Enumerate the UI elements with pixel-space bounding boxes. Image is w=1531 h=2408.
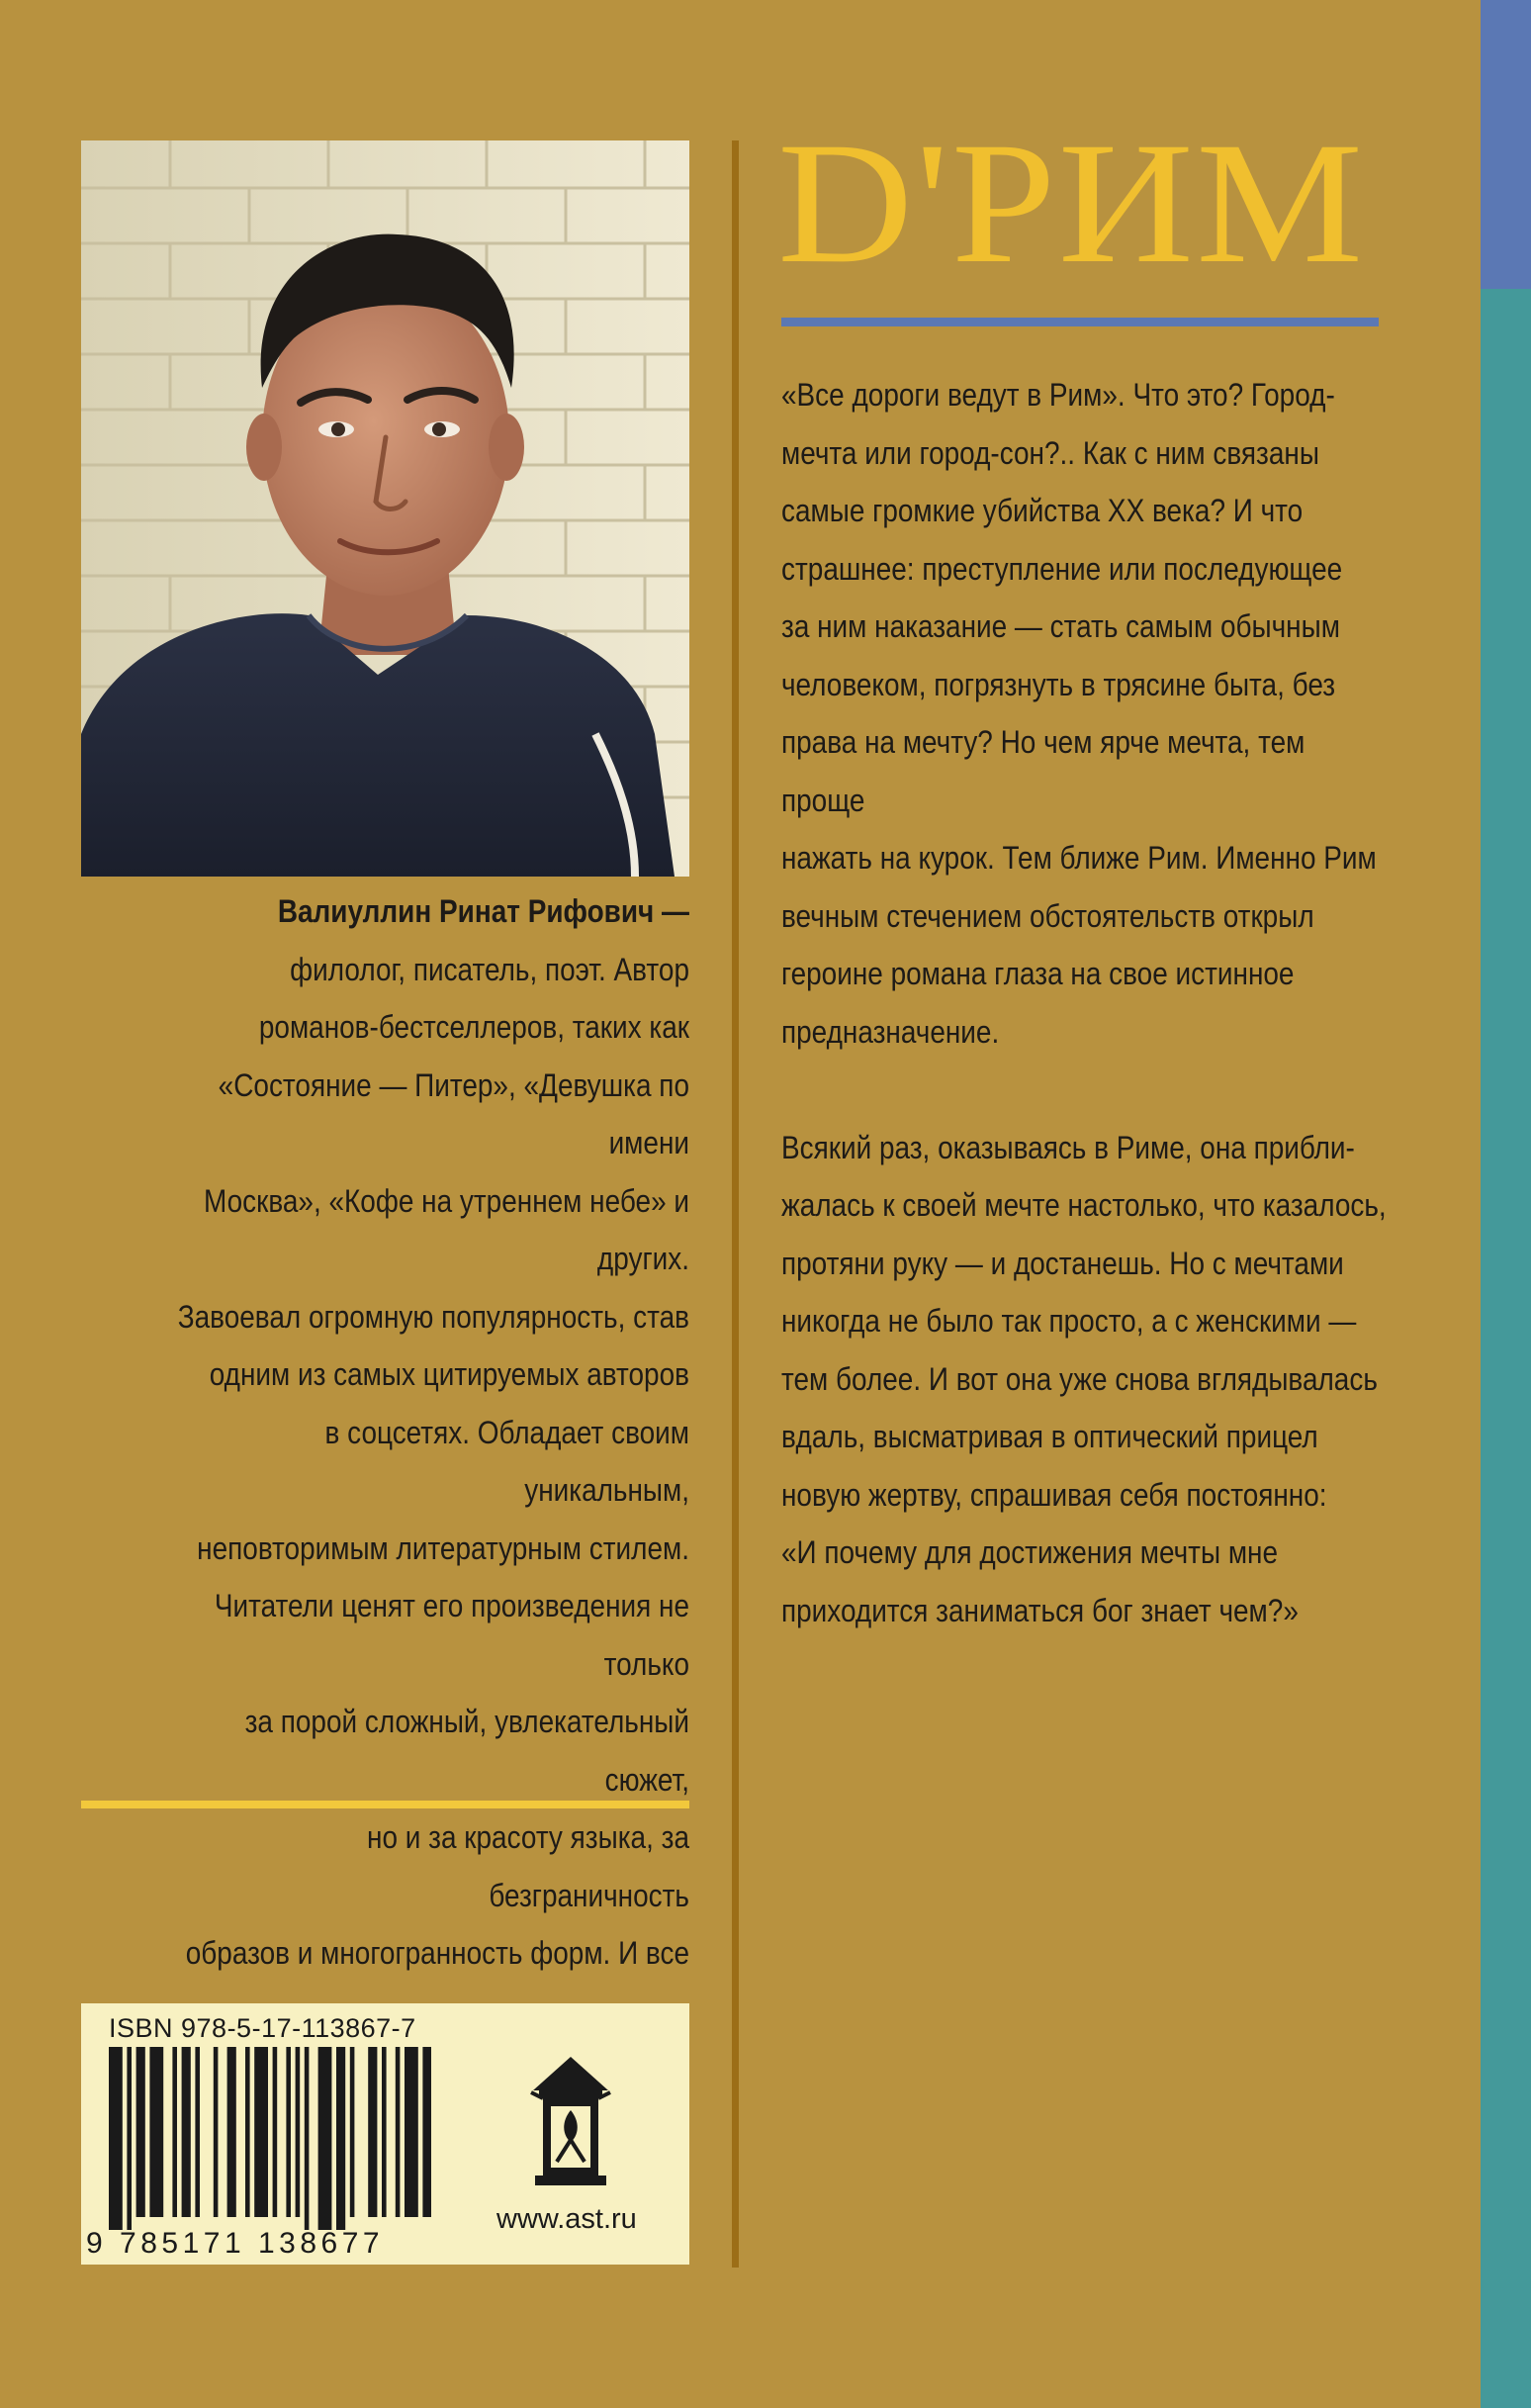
barcode-bar — [305, 2047, 310, 2230]
synopsis-paragraph-1 — [781, 366, 1394, 1061]
barcode-bar — [136, 2047, 145, 2217]
column-divider — [732, 140, 739, 2268]
book-synopsis — [781, 366, 1394, 1639]
bio-line: Читатели ценят его произведения не только — [214, 1588, 690, 1682]
barcode-bar — [286, 2047, 291, 2217]
barcode-bar — [182, 2047, 191, 2217]
synopsis-line: мечта или город-сон?.. Как с ним связаны — [781, 434, 1319, 471]
publisher-url: www.ast.ru — [496, 2203, 637, 2235]
barcode-bar — [422, 2047, 431, 2217]
bio-line: в соцсетях. Обладает своим уникальным, — [324, 1414, 689, 1508]
barcode-bar — [368, 2047, 377, 2217]
bio-line: «Состояние — Питер», «Девушка по имени — [218, 1066, 689, 1160]
bio-line: за порой сложный, увлекательный сюжет, — [244, 1704, 689, 1798]
bio-divider-rule — [81, 1801, 689, 1808]
synopsis-line: никогда не было так просто, а с женскими — — [781, 1303, 1357, 1339]
synopsis-line: приходится заниматься бог знает чем?» — [781, 1592, 1299, 1628]
synopsis-line: Всякий раз, оказываясь в Риме, она прибли- — [781, 1129, 1355, 1165]
barcode-bar — [127, 2047, 132, 2230]
barcode-bar — [172, 2047, 177, 2217]
barcode-bar — [382, 2047, 387, 2217]
barcode-bar — [245, 2047, 250, 2217]
synopsis-line: права на мечту? Но чем ярче мечта, тем проще — [781, 724, 1306, 818]
barcode-bar — [336, 2047, 345, 2230]
spine-edge-teal-stripe — [1481, 289, 1531, 2408]
bio-line: но и за красоту языка, за безграничность — [367, 1819, 689, 1913]
synopsis-line: за ним наказание — стать самым обычным — [781, 608, 1340, 644]
synopsis-line: нажать на курок. Тем ближе Рим. Именно Рим — [781, 840, 1377, 876]
barcode-bar — [273, 2047, 278, 2217]
bio-line: филолог, писатель, поэт. Автор — [290, 951, 689, 987]
title-underline — [781, 318, 1379, 326]
book-title: D'РИМ — [777, 107, 1366, 300]
barcode-bar — [296, 2047, 301, 2217]
barcode-bar — [405, 2047, 418, 2217]
synopsis-line: жалась к своей мечте настолько, что казалось, — [781, 1187, 1387, 1223]
barcode-bar — [214, 2047, 219, 2217]
synopsis-paragraph-2 — [781, 1119, 1394, 1640]
synopsis-line: протяни руку — и достанешь. Но с мечтами — [781, 1245, 1344, 1281]
synopsis-line: вечным стечением обстоятельств открыл — [781, 897, 1314, 934]
author-name: Валиуллин Ринат Рифович — — [277, 893, 689, 929]
bio-line: образов и многогранность форм. И все — [185, 1935, 689, 1971]
barcode-bar — [318, 2047, 332, 2230]
synopsis-line: героине романа глаза на свое истинное — [781, 956, 1295, 991]
bio-line: Москва», «Кофе на утреннем небе» и других. — [203, 1182, 689, 1276]
barcode-bar — [109, 2047, 123, 2230]
barcode-bar — [396, 2047, 401, 2217]
synopsis-line: человеком, погрязнуть в трясине быта, без — [781, 666, 1336, 702]
synopsis-line: страшнее: преступление или последующее — [781, 550, 1343, 587]
synopsis-line: тем более. И вот она уже снова вглядывалась — [781, 1360, 1378, 1397]
synopsis-line: вдаль, высматривая в оптический прицел — [781, 1419, 1318, 1454]
synopsis-line: новую жертву, спрашивая себя постоянно: — [781, 1476, 1327, 1513]
author-photo — [81, 140, 689, 877]
spine-edge-blue-stripe — [1481, 0, 1531, 289]
barcode-bar — [149, 2047, 163, 2217]
synopsis-line: предназначение. — [781, 1013, 1000, 1050]
bio-line: одним из самых цитируемых авторов — [209, 1356, 690, 1392]
bio-line: неповторимым литературным стилем. — [197, 1529, 689, 1566]
barcode-bar — [195, 2047, 200, 2217]
bio-line: романов-бестселлеров, таких как — [258, 1009, 689, 1045]
synopsis-line: «И почему для достижения мечты мне — [781, 1534, 1279, 1570]
synopsis-line: самые громкие убийства XX века? И что — [781, 493, 1304, 528]
barcode-icon — [105, 2047, 431, 2230]
ean-digits: 9 785171 138677 — [86, 2227, 385, 2260]
bio-line: Завоевал огромную популярность, став — [177, 1298, 690, 1335]
author-portrait — [81, 140, 689, 877]
barcode-panel — [81, 2003, 689, 2265]
barcode-bar — [350, 2047, 355, 2217]
barcode-bar — [254, 2047, 268, 2217]
barcode-bar — [227, 2047, 236, 2217]
lantern-logo-icon — [521, 2053, 620, 2191]
synopsis-line: «Все дороги ведут в Рим». Что это? Город- — [781, 377, 1335, 413]
isbn-label: ISBN 978-5-17-113867-7 — [109, 2013, 416, 2043]
